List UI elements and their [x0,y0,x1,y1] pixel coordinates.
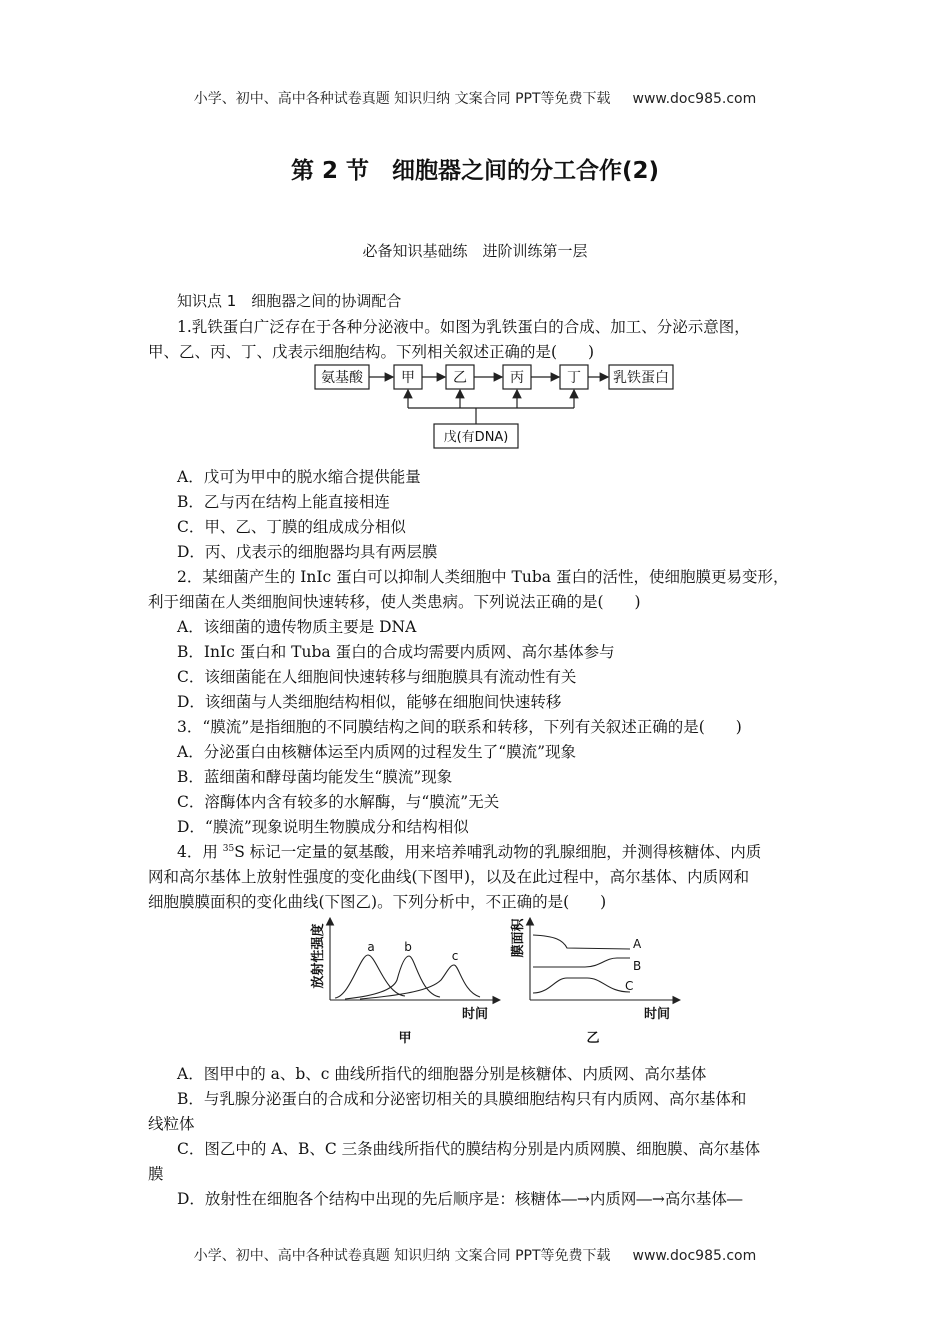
q4-figures [305,910,685,1050]
q4-option-c-line2[interactable]: 膜 [148,1165,164,1183]
ding-label: 丁 [567,370,581,386]
q3-stem-line1: 3．“膜流”是指细胞的不同膜结构之间的联系和转移，下列有关叙述正确的是( ) [177,718,742,736]
jia-label-c: c [451,949,459,963]
jia-label: 甲 [401,370,415,386]
yi-y-label: 膜面积 [511,918,526,958]
q1-option-d[interactable]: D．丙、戊表示的细胞器均具有两层膜 [177,543,438,561]
footer-url[interactable]: www.doc985.com [632,1248,757,1264]
yi-label-a: A [633,937,642,951]
lactoferrin-label: 乳铁蛋白 [613,370,669,386]
q2-option-c[interactable]: C．该细菌能在人细胞间快速转移与细胞膜具有流动性有关 [177,668,577,686]
yi-curve-c [533,978,630,993]
yi-label-b: B [633,959,642,973]
jia-label-a: a [367,940,375,954]
q1-option-c[interactable]: C．甲、乙、丁膜的组成成分相似 [177,518,406,536]
page-footer [0,1245,950,1265]
jia-curve-c [360,965,480,999]
q1-flow-diagram [310,360,680,452]
jia-y-label: 放射性强度 [311,923,326,989]
page-header [0,88,950,108]
q1-stem-line1: 1.乳铁蛋白广泛存在于各种分泌液中。如图为乳铁蛋白的合成、加工、分泌示意图， [177,318,750,336]
q1-option-b[interactable]: B．乙与丙在结构上能直接相连 [177,493,390,511]
jia-label-b: b [404,940,412,954]
yi-label: 乙 [453,370,467,386]
knowledge-point-heading: 知识点 1 细胞器之间的协调配合 [177,292,402,310]
q4-option-a[interactable]: A．图甲中的 a、b、c 曲线所指代的细胞器分别是核糖体、内质网、高尔基体 [177,1065,707,1083]
q4-stem-line2: 网和高尔基体上放射性强度的变化曲线(下图甲)，以及在此过程中，高尔基体、内质网和 [148,868,750,886]
jia-caption: 甲 [398,1031,412,1046]
q4-stem-pre: 4．用 [177,843,223,861]
section-subtitle: 必备知识基础练 进阶训练第一层 [362,242,588,260]
header-text: 小学、初中、高中各种试卷真题 知识归纳 文案合同 PPT等免费下载 [193,91,611,107]
page-title: 第 2 节 细胞器之间的分工合作(2) [290,158,660,184]
header-url[interactable]: www.doc985.com [632,91,757,107]
q4-stem-post: S 标记一定量的氨基酸，用来培养哺乳动物的乳腺细胞，并测得核糖体、内质 [234,843,762,861]
q4-option-b-line2[interactable]: 线粒体 [148,1115,195,1133]
amino-acid-label: 氨基酸 [321,370,363,386]
q3-option-d[interactable]: D．“膜流”现象说明生物膜成分和结构相似 [177,818,469,836]
chart-jia [330,918,500,1000]
yi-curve-a [533,935,630,949]
jia-x-label: 时间 [461,1007,489,1022]
q4-stem-line1 [177,840,761,862]
q1-stem-line2: 甲、乙、丙、丁、戊表示细胞结构。下列相关叙述正确的是( ) [148,343,595,361]
q2-option-b[interactable]: B．InIc 蛋白和 Tuba 蛋白的合成均需要内质网、高尔基体参与 [177,643,615,661]
yi-label-c: C [625,979,634,993]
q4-option-c-line1[interactable]: C．图乙中的 A、B、C 三条曲线所指代的膜结构分别是内质网膜、细胞膜、高尔基体 [177,1140,761,1158]
wu-label: 戊(有DNA) [443,430,509,445]
jia-curve-a [335,955,405,998]
yi-curve-b [533,958,630,967]
q2-option-d[interactable]: D．该细菌与人类细胞结构相似，能够在细胞间快速转移 [177,693,562,711]
footer-text: 小学、初中、高中各种试卷真题 知识归纳 文案合同 PPT等免费下载 [193,1248,611,1264]
q4-stem-line3: 细胞膜膜面积的变化曲线(下图乙)。下列分析中，不正确的是( ) [148,893,607,911]
q2-stem-line1: 2．某细菌产生的 InIc 蛋白可以抑制人类细胞中 Tuba 蛋白的活性，使细胞膜更易变形， [177,568,789,586]
jia-curve-b [345,956,440,999]
q2-stem-line2: 利于细菌在人类细胞间快速转移，使人类患病。下列说法正确的是( ) [148,593,641,611]
chart-yi [530,918,680,1000]
q3-option-b[interactable]: B．蓝细菌和酵母菌均能发生“膜流”现象 [177,768,453,786]
q1-option-a[interactable]: A．戊可为甲中的脱水缩合提供能量 [177,468,421,486]
q4-isotope-mass: 35 [222,843,235,854]
q4-option-d[interactable]: D．放射性在细胞各个结构中出现的先后顺序是：核糖体―→内质网―→高尔基体― [177,1190,743,1208]
q2-option-a[interactable]: A．该细菌的遗传物质主要是 DNA [177,618,417,636]
yi-x-label: 时间 [643,1007,671,1022]
q3-option-c[interactable]: C．溶酶体内含有较多的水解酶，与“膜流”无关 [177,793,500,811]
q3-option-a[interactable]: A．分泌蛋白由核糖体运至内质网的过程发生了“膜流”现象 [177,743,577,761]
bing-label: 丙 [510,370,524,386]
yi-caption: 乙 [586,1031,600,1046]
q4-option-b-line1[interactable]: B．与乳腺分泌蛋白的合成和分泌密切相关的具膜细胞结构只有内质网、高尔基体和 [177,1090,747,1108]
